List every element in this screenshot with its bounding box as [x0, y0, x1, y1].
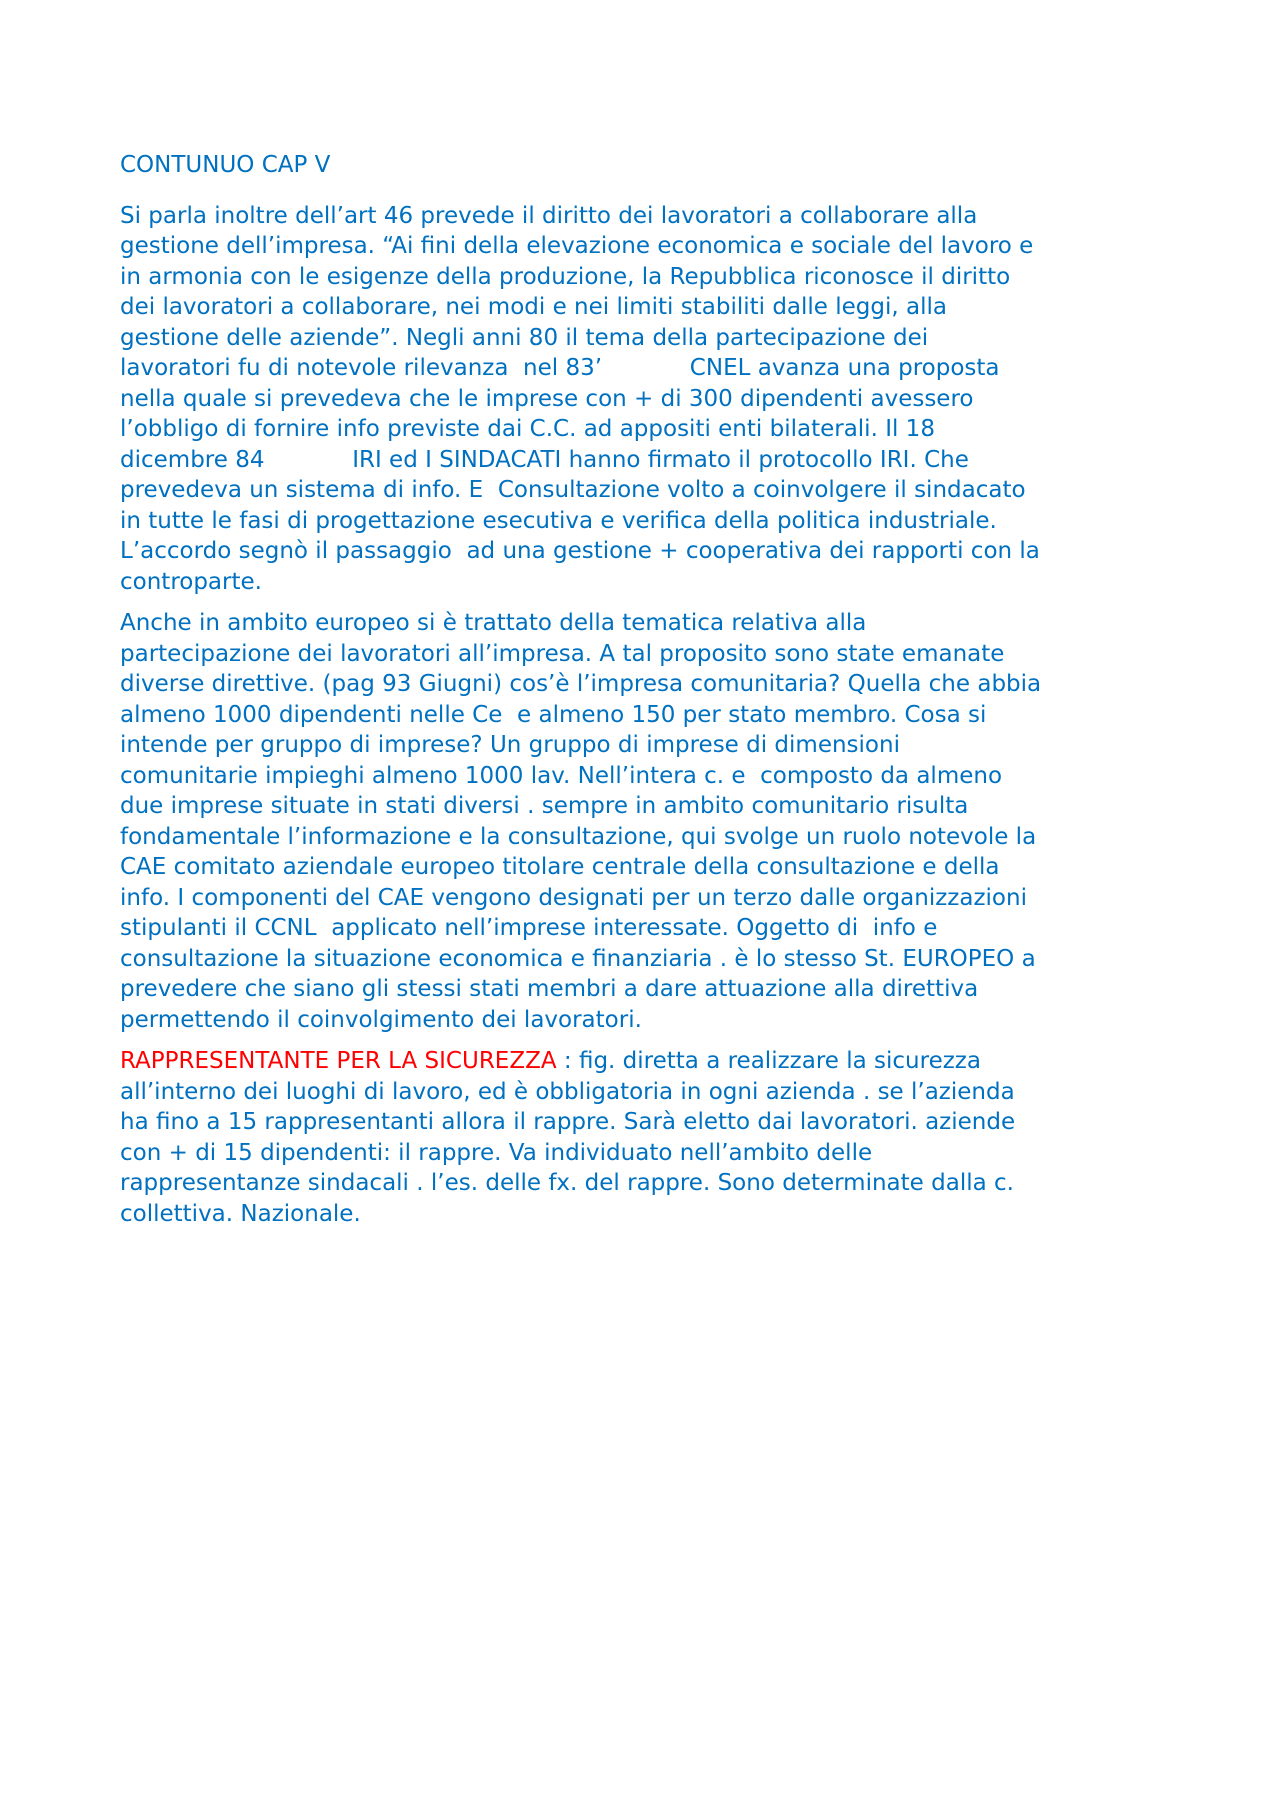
- paragraph-art-46: Si parla inoltre dell’art 46 prevede il diritto dei lavoratori a collaborare alla gestione dell’impresa. “Ai fini della elevazione economica e sociale del lavoro e in armonia con le esigenze della produzione, la Repubblica riconosce il diritto dei lavoratori a collaborare, nei modi e nei limiti stabiliti dalle leggi, alla gestione delle aziende”. Negli anni 80 il tema della partecipazione dei lavoratori fu di notevole rilevanza nel 83’ CNEL avanza una proposta nella quale si prevedeva che le imprese con + di 300 dipendenti avessero l’obbligo di fornire info previste dai C.C. ad appositi enti bilaterali. Il 18 dicembre 84 IRI ed I SINDACATI hanno firmato il protocollo IRI. Che prevedeva un sistema di info. E Consultazione volto a coinvolgere il sindacato in tutte le fasi di progettazione esecutiva e verifica della politica industriale. L’accordo segnò il passaggio ad una gestione + cooperativa dei rapporti con la controparte.: [120, 202, 1040, 595]
- paragraph-body: : fig. diretta a realizzare la sicurezza all’interno dei luoghi di lavoro, ed è obbligatoria in ogni azienda . se l’azienda ha fino a 15 rappresentanti allora il rappre. Sarà eletto dai lavoratori. aziende con + di 15 dipendenti: il rappre. Va individuato nell’ambito delle rappresentanze sindacali . l’es. delle fx. del rappre. Sono determinate dalla c. collettiva. Nazionale.: [120, 1048, 1016, 1227]
- paragraph-ambito-europeo: Anche in ambito europeo si è trattato della tematica relativa alla partecipazione dei lavoratori all’impresa. A tal proposito sono state emanate diverse direttive. (pag 93 Giugni) cos’è l’impresa comunitaria? Quella che abbia almeno 1000 dipendenti nelle Ce e almeno 150 per stato membro. Cosa si intende per gruppo di imprese? Un gruppo di imprese di dimensioni comunitarie impieghi almeno 1000 lav. Nell’intera c. e composto da almeno due imprese situate in stati diversi . sempre in ambito comunitario risulta fondamentale l’informazione e la consultazione, qui svolge un ruolo notevole la CAE comitato aziendale europeo titolare centrale della consultazione e della info. I componenti del CAE vengono designati per un terzo dalle organizzazioni stipulanti il CCNL applicato nell’imprese interessate. Oggetto di info e consultazione la situazione economica e finanziaria . è lo stesso St. EUROPEO a prevedere che siano gli stessi stati membri a dare attuazione alla direttiva permettendo il coinvolgimento dei lavoratori.: [120, 610, 1042, 1033]
- paragraph-rappresentante-sicurezza: [120, 1046, 1170, 1229]
- document-body: [120, 150, 1170, 1240]
- section-heading-red: RAPPRESENTANTE PER LA SICUREZZA: [120, 1048, 557, 1074]
- document-title: CONTUNUO CAP V: [120, 152, 331, 178]
